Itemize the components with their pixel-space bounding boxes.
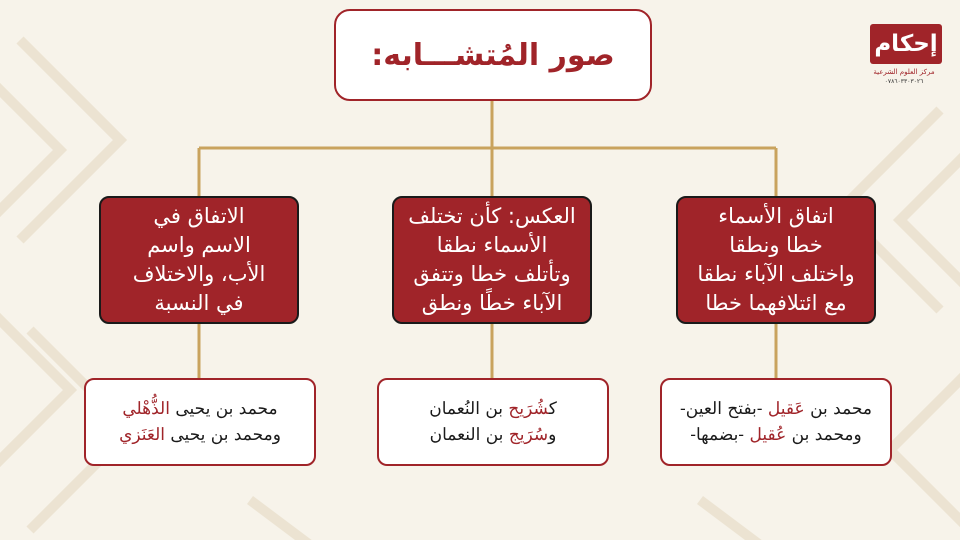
example-box-2: [377, 378, 609, 466]
highlighted-name: شُرَيح: [508, 399, 549, 419]
example-line: ومحمد بن عُقيل -بضمها-: [690, 425, 862, 445]
brand-logo: [866, 18, 942, 88]
example-line: محمد بن يحيى الذُّهْلي: [122, 399, 278, 419]
category-box-2: [392, 196, 592, 324]
category-text-3: الاتفاق في الاسم واسم الأب، والاختلاف في النسبة: [132, 204, 266, 315]
example-line: كشُرَيح بن النُعمان: [429, 399, 557, 419]
example-box-3: [84, 378, 316, 466]
category-text-1: اتفاق الأسماء خطا ونطقا واختلف الآباء نطقا مع ائتلافهما خطا: [697, 204, 855, 315]
logo-subtitle: مركز العلوم الشرعية: [873, 68, 935, 76]
example-line: ومحمد بن يحيى العَنَزي: [119, 425, 281, 445]
example-line: وسُرَيج بن النعمان: [429, 425, 557, 445]
highlighted-name: سُرَيج: [508, 425, 549, 445]
highlighted-name: عَقيل: [767, 399, 805, 419]
title-box: [334, 9, 652, 101]
category-box-1: [676, 196, 876, 324]
diagram-title: صور المُتشـــابه:: [371, 37, 615, 73]
highlighted-name: العَنَزي: [119, 425, 165, 445]
category-box-3: [99, 196, 299, 324]
highlighted-name: الذُّهْلي: [122, 399, 170, 419]
highlighted-name: عُقيل: [749, 425, 787, 445]
example-line: محمد بن عَقيل -بفتح العين-: [680, 399, 872, 419]
logo-number: ٠٧٨٦٠٣٣٠٣٠٢٦: [884, 78, 924, 85]
logo-wordmark: إحكام: [874, 31, 938, 57]
example-box-1: [660, 378, 892, 466]
category-text-2: العكس: كأن تختلف الأسماء نطقا وتأتلف خطا وتتفق الآباء خطًا ونطق: [408, 204, 576, 315]
logo-mark: [870, 24, 942, 64]
